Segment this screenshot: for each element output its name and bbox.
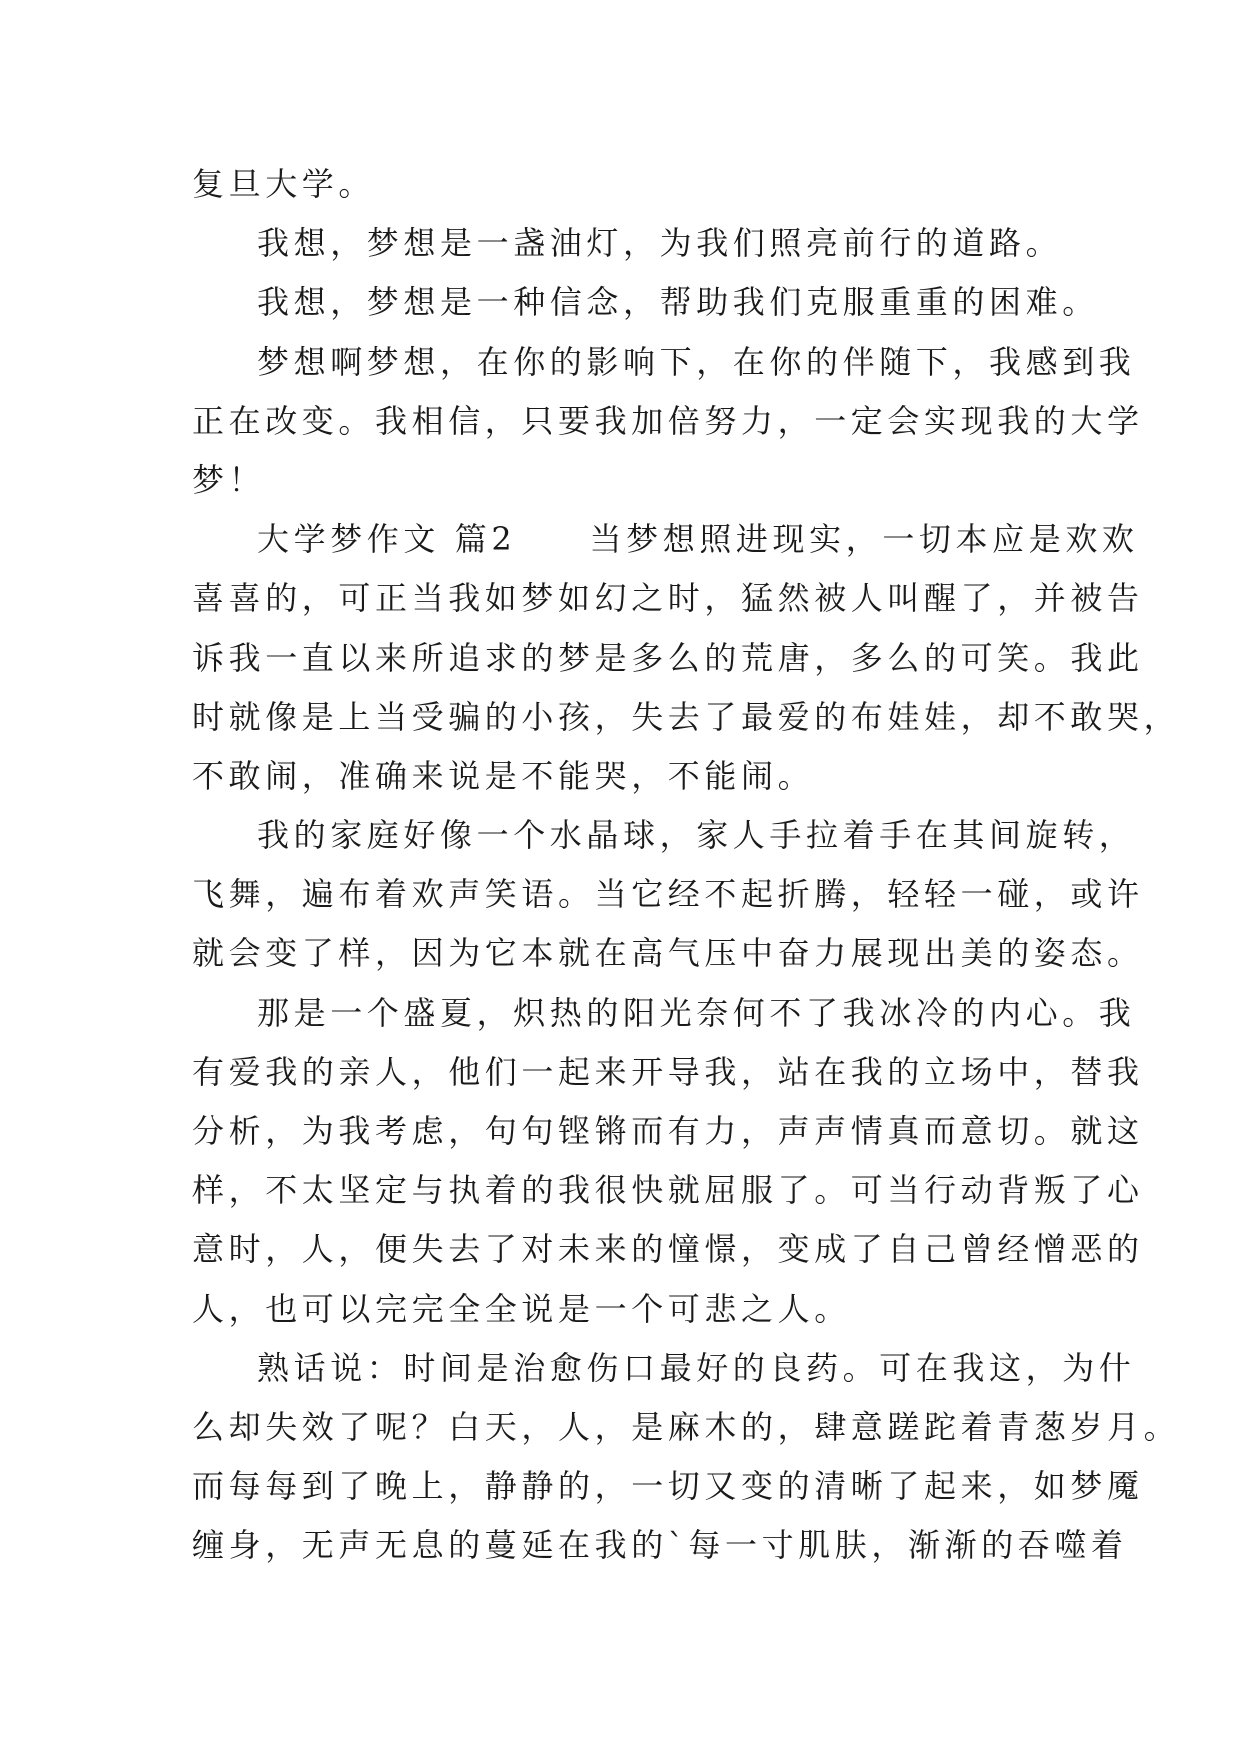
text-line: 样，不太坚定与执着的我很快就屈服了。可当行动背叛了心 bbox=[192, 1171, 1144, 1210]
text-line: 我想，梦想是一盏油灯，为我们照亮前行的道路。 bbox=[257, 224, 1063, 263]
text-line: 就会变了样，因为它本就在高气压中奋力展现出美的姿态。 bbox=[192, 934, 1144, 973]
text-line: 梦想啊梦想，在你的影响下，在你的伴随下，我感到我 bbox=[257, 342, 1136, 381]
text-line: 喜喜的，可正当我如梦如幻之时，猛然被人叫醒了，并被告 bbox=[192, 579, 1144, 618]
text-line: 分析，为我考虑，句句铿锵而有力，声声情真而意切。就这 bbox=[192, 1112, 1144, 1150]
text-line: 时就像是上当受骗的小孩，失去了最爱的布娃娃，却不敢哭， bbox=[192, 697, 1181, 736]
text-line: 大学梦作文 篇2 当梦想照进现实，一切本应是欢欢 bbox=[257, 520, 1139, 559]
essay-body bbox=[192, 155, 1181, 1576]
text-line: 么却失效了呢？白天，人，是麻木的，肆意蹉跎着青葱岁月。 bbox=[192, 1407, 1181, 1446]
text-line: 而每每到了晚上，静静的，一切又变的清晰了起来，如梦魇 bbox=[192, 1467, 1144, 1506]
text-line: 不敢闹，准确来说是不能哭，不能闹。 bbox=[192, 756, 815, 795]
text-line: 我想，梦想是一种信念，帮助我们克服重重的困难。 bbox=[257, 283, 1099, 322]
text-line: 飞舞，遍布着欢声笑语。当它经不起折腾，轻轻一碰，或许 bbox=[192, 875, 1144, 914]
text-line: 缠身，无声无息的蔓延在我的`每一寸肌肤，渐渐的吞噬着 bbox=[192, 1526, 1128, 1565]
text-line: 意时，人，便失去了对未来的憧憬，变成了自己曾经憎恶的 bbox=[192, 1230, 1144, 1269]
text-line: 诉我一直以来所追求的梦是多么的荒唐，多么的可笑。我此 bbox=[192, 638, 1144, 677]
text-line: 熟话说：时间是治愈伤口最好的良药。可在我这，为什 bbox=[257, 1348, 1136, 1387]
text-line: 我的家庭好像一个水晶球，家人手拉着手在其间旋转， bbox=[257, 816, 1136, 855]
text-line: 正在改变。我相信，只要我加倍努力，一定会实现我的大学 bbox=[192, 401, 1144, 440]
text-line: 复旦大学。 bbox=[192, 165, 376, 203]
text-line: 那是一个盛夏，炽热的阳光奈何不了我冰冷的内心。我 bbox=[257, 993, 1136, 1032]
text-line: 有爱我的亲人，他们一起来开导我，站在我的立场中，替我 bbox=[192, 1052, 1144, 1091]
text-line: 梦！ bbox=[192, 460, 266, 499]
text-line: 人，也可以完完全全说是一个可悲之人。 bbox=[192, 1289, 851, 1328]
